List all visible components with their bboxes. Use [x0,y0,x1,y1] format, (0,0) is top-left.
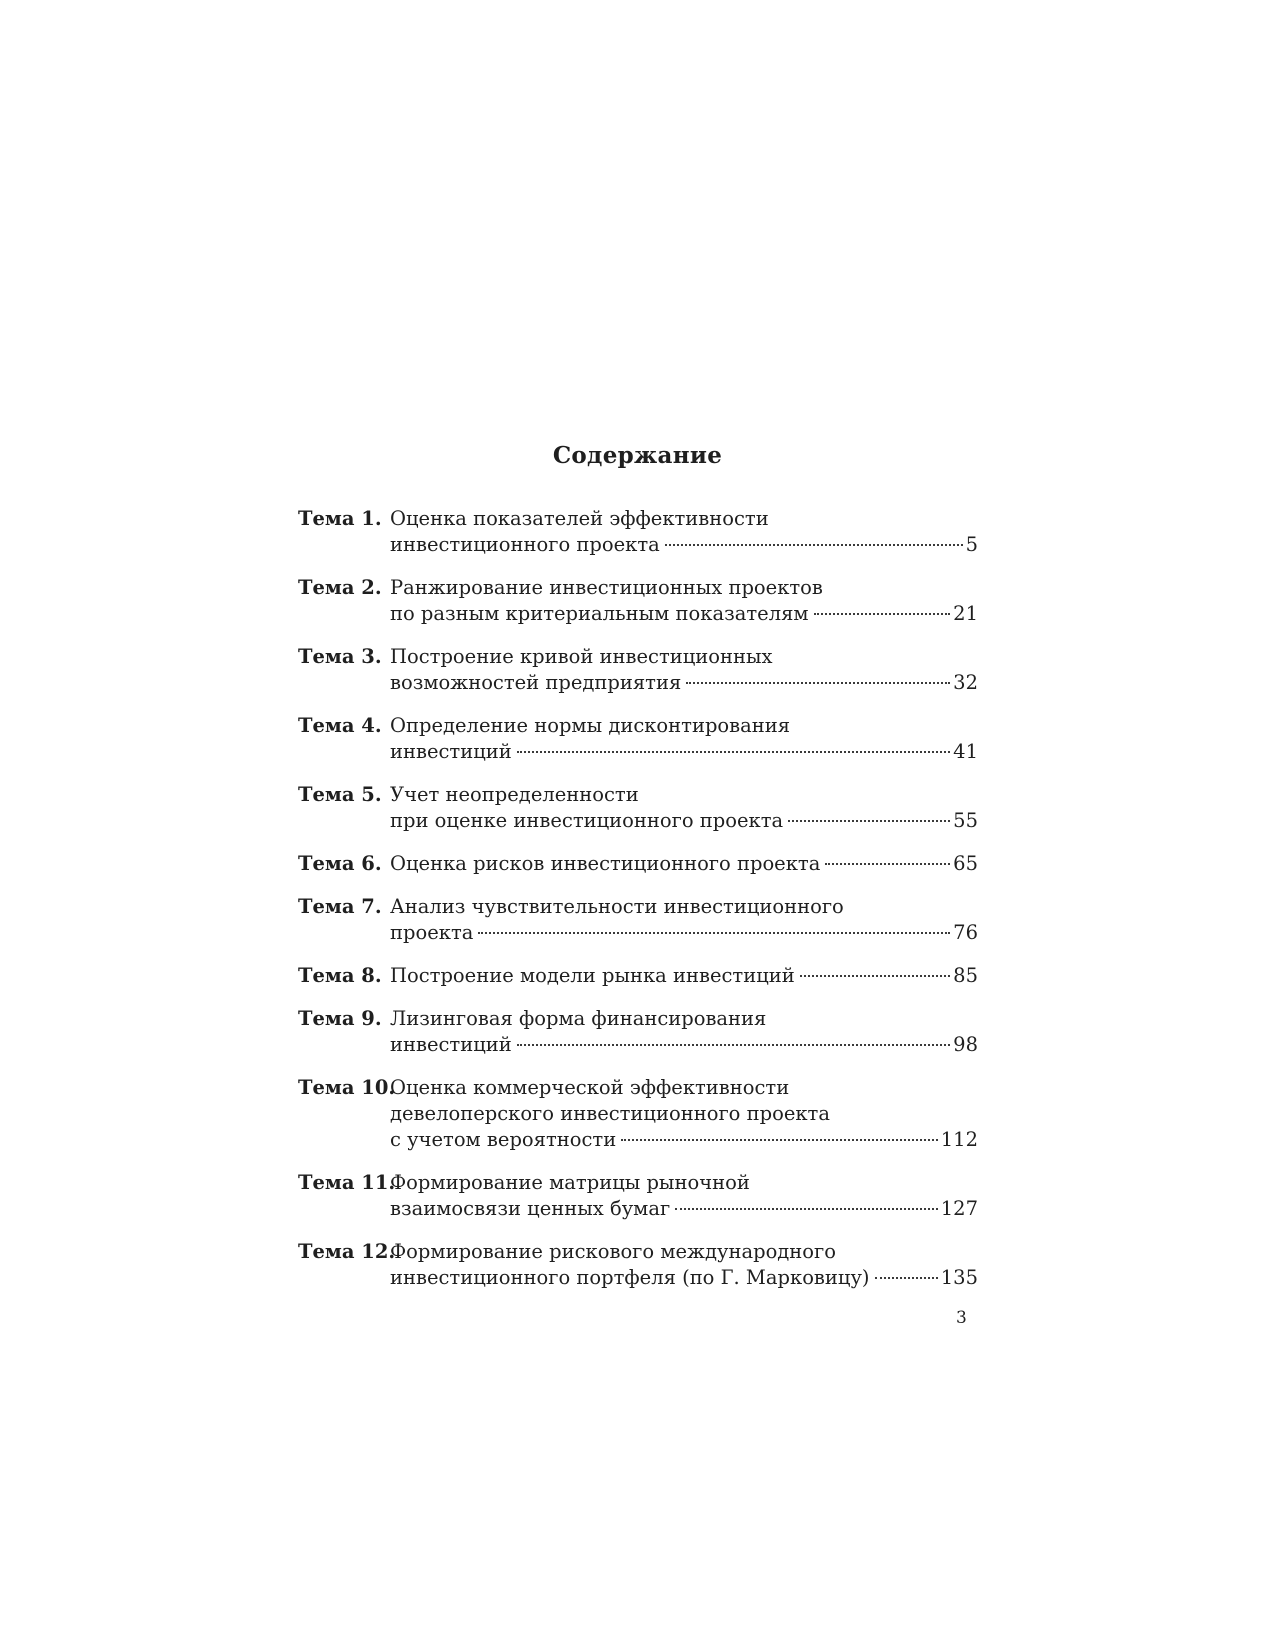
toc-entry-last-line [390,532,978,558]
toc-entry-page-number: 127 [940,1197,978,1220]
toc-entry-page-number: 76 [953,921,978,944]
dot-leader [788,820,950,822]
toc-entry [298,782,978,834]
toc-entry-label: Тема 12. [298,1240,396,1263]
dot-leader [800,975,950,977]
toc-entry-title-line: Формирование матрицы рыночной [390,1171,750,1194]
toc-entry-title-line: Лизинговая форма финансирования [390,1007,767,1030]
toc-entry-last-line [390,920,978,946]
toc-entry [298,851,978,877]
toc-entry-body [390,1006,978,1058]
toc-entry-label: Тема 3. [298,645,382,668]
toc-entry-body [390,1075,978,1153]
page-title: Содержание [552,442,723,469]
toc-entry [298,1239,978,1291]
toc-entry-title-line: Анализ чувствительности инвестиционного [390,895,844,918]
toc-entry-last-line [390,1265,978,1291]
toc-entry-last-line [390,670,978,696]
toc-entry-title-line: с учетом вероятности [390,1128,617,1151]
dot-leader [665,544,963,546]
toc-entry-last-line [390,1127,978,1153]
dot-leader [517,751,950,753]
toc-entry-last-line [390,1032,978,1058]
toc-entry-title-line: Построение кривой инвестиционных [390,645,773,668]
toc-entry-title-line: проекта [390,921,474,944]
toc-entry-label: Тема 6. [298,852,382,875]
toc-entry-label: Тема 7. [298,895,382,918]
toc-entry-title-line: Построение модели рынка инвестиций [390,964,795,987]
toc-entry-title-line: по разным критериальным показателям [390,602,809,625]
dot-leader [875,1277,938,1279]
toc-entry [298,1075,978,1153]
toc-entry-last-line [390,739,978,765]
dot-leader [675,1208,938,1210]
toc-entry-body [390,713,978,765]
toc-entry-title-line: девелоперского инвестиционного проекта [390,1102,830,1125]
toc-entry-label: Тема 4. [298,714,382,737]
dot-leader [517,1044,950,1046]
toc-entry-body [390,782,978,834]
toc-entry-body [390,894,978,946]
toc-entry-page-number: 98 [953,1033,978,1056]
toc-entry [298,963,978,989]
toc-entry-title-line: инвестиционного портфеля (по Г. Марковицу) [390,1266,870,1289]
dot-leader [478,932,950,934]
page-number: 3 [956,1308,967,1328]
toc-entry-title-line: инвестиционного проекта [390,533,660,556]
toc-entry-page-number: 5 [965,533,978,556]
dot-leader [686,682,950,684]
toc-entry-last-line [390,1196,978,1222]
toc-entry-label: Тема 1. [298,507,382,530]
toc-entry-page-number: 135 [940,1266,978,1289]
toc-entry-title-line: инвестиций [390,740,512,763]
toc-entry-body [390,1170,978,1222]
toc-entry-label: Тема 11. [298,1171,396,1194]
toc-entry-page-number: 41 [953,740,978,763]
toc-entry-label: Тема 8. [298,964,382,987]
toc-entry-last-line [390,601,978,627]
toc-entry-label: Тема 2. [298,576,382,599]
toc-entry-title-line: инвестиций [390,1033,512,1056]
toc-entry-last-line [390,851,978,877]
toc-entry-body [390,851,978,877]
toc-entry-body [390,1239,978,1291]
toc-entry-last-line [390,963,978,989]
toc-entry-page-number: 85 [953,964,978,987]
toc-entry [298,1006,978,1058]
toc-entry-title-line: Учет неопределенности [390,783,639,806]
toc-entry [298,713,978,765]
toc-entry-body [390,644,978,696]
toc-entry-title-line: возможностей предприятия [390,671,682,694]
toc-entry-body [390,506,978,558]
toc-entry-page-number: 55 [953,809,978,832]
toc-entry [298,644,978,696]
toc-entry-title-line: взаимосвязи ценных бумаг [390,1197,671,1220]
toc-entry-last-line [390,808,978,834]
toc-entry-title-line: Оценка рисков инвестиционного проекта [390,852,821,875]
toc-entry-title-line: Формирование рискового международного [390,1240,837,1263]
dot-leader [814,613,951,615]
toc-entry [298,506,978,558]
toc-entry-label: Тема 10. [298,1076,396,1099]
toc-entry-title-line: Оценка коммерческой эффективности [390,1076,790,1099]
toc-entry [298,575,978,627]
toc-entry-body [390,963,978,989]
toc-entry-page-number: 21 [953,602,978,625]
toc-entry-label: Тема 9. [298,1007,382,1030]
toc-entry-page-number: 65 [953,852,978,875]
toc-entry-page-number: 32 [953,671,978,694]
toc-entry-page-number: 112 [940,1128,978,1151]
toc-entry-title-line: Ранжирование инвестиционных проектов [390,576,823,599]
toc-entry-title-line: Оценка показателей эффективности [390,507,769,530]
toc-entry-label: Тема 5. [298,783,382,806]
dot-leader [621,1139,938,1141]
dot-leader [825,863,950,865]
toc-entry [298,894,978,946]
toc-entry-title-line: Определение нормы дисконтирования [390,714,791,737]
table-of-contents [298,506,978,1308]
toc-entry-body [390,575,978,627]
toc-entry [298,1170,978,1222]
toc-entry-title-line: при оценке инвестиционного проекта [390,809,784,832]
